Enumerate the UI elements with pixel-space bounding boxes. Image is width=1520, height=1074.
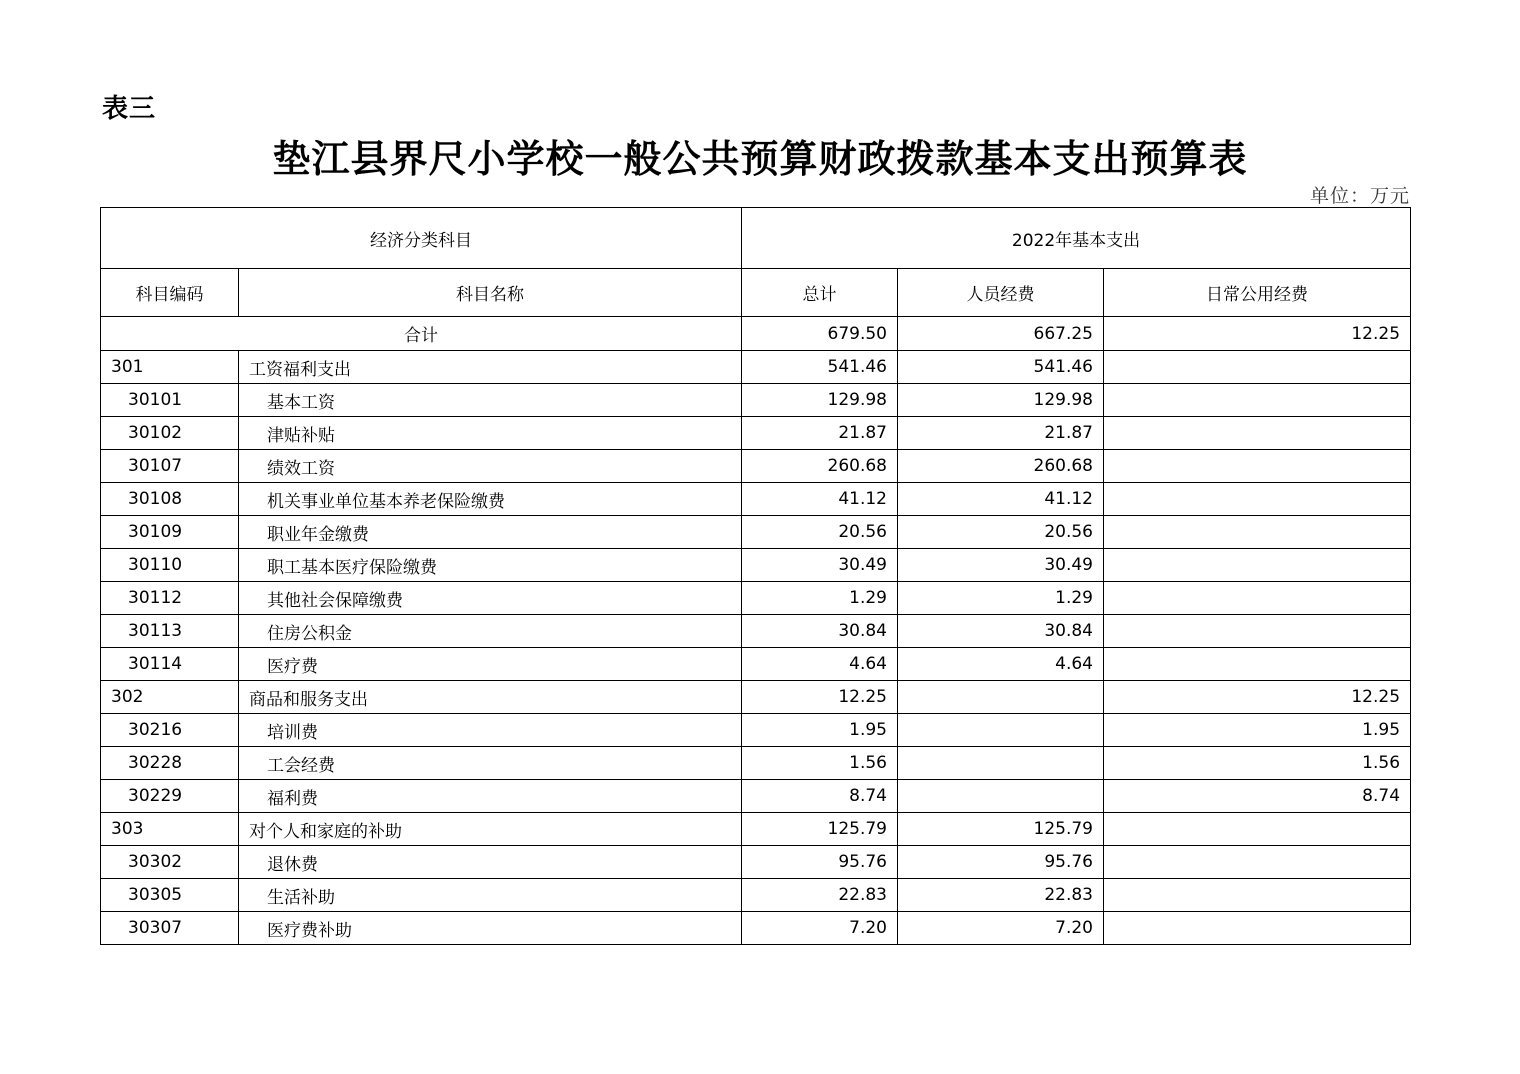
table-row: [101, 351, 1411, 384]
header-basic-expenditure-2022: 2022年基本支出: [742, 208, 1411, 269]
table-row: [101, 582, 1411, 615]
row-name: 工会经费: [239, 747, 742, 780]
row-name: 退休费: [239, 846, 742, 879]
row-personnel: [898, 681, 1104, 714]
row-personnel: [898, 714, 1104, 747]
row-public: [1104, 351, 1411, 384]
header-subject-code: 科目编码: [101, 269, 239, 317]
row-code: 30112: [101, 582, 239, 615]
row-name: 机关事业单位基本养老保险缴费: [239, 483, 742, 516]
row-total: 129.98: [742, 384, 898, 417]
row-name: 基本工资: [239, 384, 742, 417]
row-personnel: 30.84: [898, 615, 1104, 648]
row-name: 其他社会保障缴费: [239, 582, 742, 615]
row-name: 医疗费补助: [239, 912, 742, 945]
row-name: 绩效工资: [239, 450, 742, 483]
page-title: 垫江县界尺小学校一般公共预算财政拨款基本支出预算表: [272, 136, 1248, 181]
budget-table: [100, 207, 1411, 945]
table-row: [101, 516, 1411, 549]
row-public: [1104, 384, 1411, 417]
row-name: 培训费: [239, 714, 742, 747]
row-personnel: 541.46: [898, 351, 1104, 384]
row-code: 30107: [101, 450, 239, 483]
header-row-columns: [101, 269, 1411, 317]
row-code: 302: [101, 681, 239, 714]
row-public: [1104, 813, 1411, 846]
row-code: 30228: [101, 747, 239, 780]
total-amount: 679.50: [742, 317, 898, 351]
row-total: 541.46: [742, 351, 898, 384]
row-code: 30307: [101, 912, 239, 945]
row-public: [1104, 516, 1411, 549]
row-personnel: 129.98: [898, 384, 1104, 417]
row-code: 30101: [101, 384, 239, 417]
table-row: [101, 747, 1411, 780]
row-public: [1104, 450, 1411, 483]
row-total: 7.20: [742, 912, 898, 945]
row-total: 12.25: [742, 681, 898, 714]
row-personnel: 21.87: [898, 417, 1104, 450]
header-personnel-expense: 人员经费: [898, 269, 1104, 317]
row-public: [1104, 879, 1411, 912]
table-row: [101, 483, 1411, 516]
row-personnel: 260.68: [898, 450, 1104, 483]
table-row: [101, 549, 1411, 582]
table-row: [101, 384, 1411, 417]
row-personnel: [898, 747, 1104, 780]
table-row: [101, 714, 1411, 747]
row-total: 30.84: [742, 615, 898, 648]
row-public: 12.25: [1104, 681, 1411, 714]
row-name: 工资福利支出: [239, 351, 742, 384]
row-total: 1.29: [742, 582, 898, 615]
row-public: [1104, 912, 1411, 945]
row-personnel: 22.83: [898, 879, 1104, 912]
row-code: 30113: [101, 615, 239, 648]
row-total: 95.76: [742, 846, 898, 879]
header-public-expense: 日常公用经费: [1104, 269, 1411, 317]
table-row: [101, 681, 1411, 714]
row-personnel: 41.12: [898, 483, 1104, 516]
row-name: 住房公积金: [239, 615, 742, 648]
row-personnel: 4.64: [898, 648, 1104, 681]
total-label: 合计: [101, 317, 742, 351]
row-personnel: 30.49: [898, 549, 1104, 582]
header-economic-classification: 经济分类科目: [101, 208, 742, 269]
row-code: 303: [101, 813, 239, 846]
row-total: 1.56: [742, 747, 898, 780]
row-total: 4.64: [742, 648, 898, 681]
row-name: 职工基本医疗保险缴费: [239, 549, 742, 582]
header-subject-name: 科目名称: [239, 269, 742, 317]
row-total: 30.49: [742, 549, 898, 582]
total-row: [101, 317, 1411, 351]
row-public: [1104, 549, 1411, 582]
table-row: [101, 648, 1411, 681]
row-total: 20.56: [742, 516, 898, 549]
row-total: 41.12: [742, 483, 898, 516]
row-public: 1.95: [1104, 714, 1411, 747]
row-code: 30229: [101, 780, 239, 813]
row-public: [1104, 417, 1411, 450]
row-personnel: 95.76: [898, 846, 1104, 879]
row-total: 8.74: [742, 780, 898, 813]
row-public: [1104, 483, 1411, 516]
table-row: [101, 615, 1411, 648]
total-personnel: 667.25: [898, 317, 1104, 351]
row-code: 30114: [101, 648, 239, 681]
row-public: 1.56: [1104, 747, 1411, 780]
table-row: [101, 417, 1411, 450]
table-row: [101, 813, 1411, 846]
row-name: 医疗费: [239, 648, 742, 681]
table-row: [101, 879, 1411, 912]
row-total: 260.68: [742, 450, 898, 483]
table-row: [101, 846, 1411, 879]
row-public: [1104, 648, 1411, 681]
table-row: [101, 780, 1411, 813]
row-name: 商品和服务支出: [239, 681, 742, 714]
row-total: 22.83: [742, 879, 898, 912]
row-personnel: [898, 780, 1104, 813]
row-name: 津贴补贴: [239, 417, 742, 450]
row-code: 30109: [101, 516, 239, 549]
row-total: 125.79: [742, 813, 898, 846]
row-personnel: 7.20: [898, 912, 1104, 945]
row-code: 30102: [101, 417, 239, 450]
row-public: [1104, 846, 1411, 879]
row-name: 职业年金缴费: [239, 516, 742, 549]
table-row: [101, 450, 1411, 483]
row-code: 30302: [101, 846, 239, 879]
row-public: [1104, 615, 1411, 648]
table-row: [101, 912, 1411, 945]
table-label: 表三: [102, 94, 157, 124]
row-personnel: 1.29: [898, 582, 1104, 615]
row-public: [1104, 582, 1411, 615]
unit-label: 单位：万元: [1309, 185, 1410, 207]
header-row-group: [101, 208, 1411, 269]
row-code: 30108: [101, 483, 239, 516]
row-name: 生活补助: [239, 879, 742, 912]
header-total: 总计: [742, 269, 898, 317]
row-code: 301: [101, 351, 239, 384]
row-total: 1.95: [742, 714, 898, 747]
total-public: 12.25: [1104, 317, 1411, 351]
row-name: 对个人和家庭的补助: [239, 813, 742, 846]
row-code: 30110: [101, 549, 239, 582]
row-total: 21.87: [742, 417, 898, 450]
row-personnel: 20.56: [898, 516, 1104, 549]
row-code: 30305: [101, 879, 239, 912]
row-personnel: 125.79: [898, 813, 1104, 846]
row-name: 福利费: [239, 780, 742, 813]
row-code: 30216: [101, 714, 239, 747]
row-public: 8.74: [1104, 780, 1411, 813]
